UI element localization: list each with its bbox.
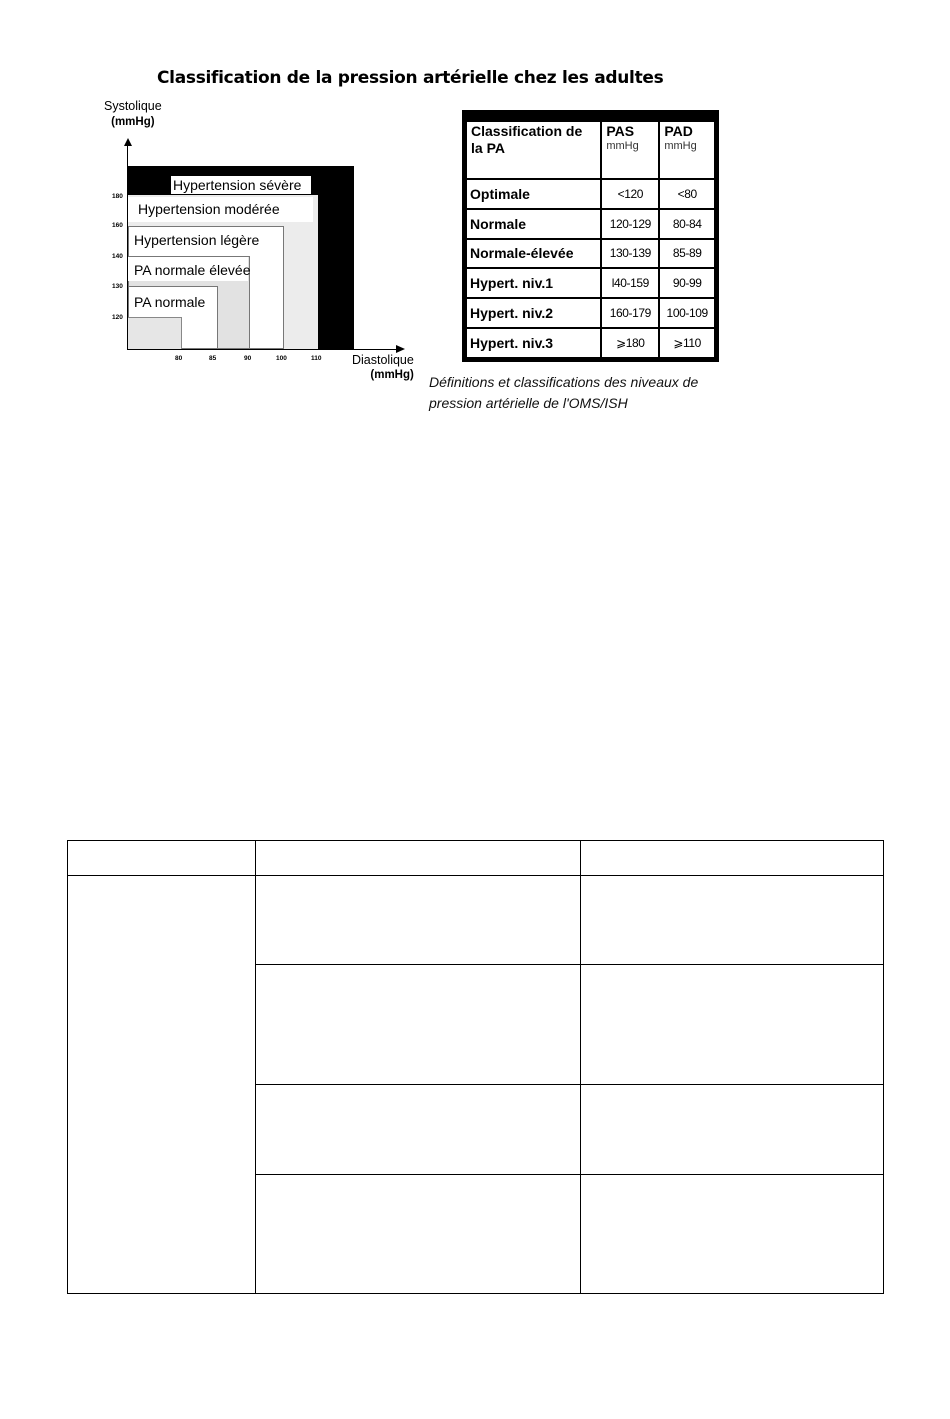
table-row bbox=[467, 210, 714, 238]
x-axis-arrow-icon bbox=[396, 345, 405, 353]
row-pad: 85-89 bbox=[660, 240, 714, 268]
x-axis-line bbox=[127, 349, 397, 350]
caption-line: Définitions et classifications des niveaux de bbox=[429, 374, 699, 390]
x-axis-unit: (mmHg) bbox=[370, 369, 414, 381]
x-tick-label: 100 bbox=[276, 355, 287, 362]
header-pas-unit: mmHg bbox=[606, 140, 639, 152]
grid-cell bbox=[256, 841, 581, 876]
x-axis-title: Diastolique bbox=[352, 353, 414, 367]
row-label: Normale bbox=[467, 210, 600, 238]
row-pad: ⩾110 bbox=[660, 329, 714, 357]
table-row bbox=[467, 329, 714, 357]
row-pad: <80 bbox=[660, 180, 714, 208]
caption-line: pression artérielle de l'OMS/ISH bbox=[429, 395, 628, 411]
y-tick-label: 120 bbox=[112, 314, 123, 321]
row-pad: 90-99 bbox=[660, 269, 714, 297]
row-pas: ⩾180 bbox=[602, 329, 658, 357]
row-pas: l40-159 bbox=[602, 269, 658, 297]
grid-cell bbox=[68, 841, 256, 876]
grid-cell bbox=[68, 876, 256, 1294]
who-classification-table bbox=[462, 110, 719, 362]
page-title: Classification de la pression artérielle chez les adultes bbox=[157, 68, 664, 88]
header-classification: Classification de la PA bbox=[467, 122, 600, 178]
table-row bbox=[467, 180, 714, 208]
grid-cell bbox=[581, 965, 884, 1085]
grid-cell bbox=[581, 1175, 884, 1294]
zone-label-normal: PA normale bbox=[134, 294, 206, 310]
y-axis-title: Systolique bbox=[104, 99, 162, 113]
grid-cell bbox=[581, 841, 884, 876]
empty-grid-table bbox=[67, 840, 884, 1294]
row-pas: <120 bbox=[602, 180, 658, 208]
table-header-row bbox=[467, 122, 714, 178]
row-pas: 160-179 bbox=[602, 299, 658, 327]
header-pas-label: PAS bbox=[606, 123, 635, 139]
x-tick-label: 110 bbox=[311, 355, 322, 362]
x-tick-label: 80 bbox=[175, 355, 183, 362]
y-tick-label: 180 bbox=[112, 193, 123, 200]
row-pad: 100-109 bbox=[660, 299, 714, 327]
row-label: Hypert. niv.3 bbox=[467, 329, 600, 357]
table-row bbox=[467, 269, 714, 297]
row-label: Hypert. niv.2 bbox=[467, 299, 600, 327]
zone-normal-inner bbox=[128, 317, 182, 349]
zone-label-high-normal: PA normale élevée bbox=[134, 262, 251, 278]
table-row bbox=[68, 841, 884, 876]
table-row bbox=[68, 876, 884, 965]
row-pas: 130-139 bbox=[602, 240, 658, 268]
grid-cell bbox=[256, 876, 581, 965]
bp-classification-chart bbox=[96, 96, 436, 396]
zone-label-moderate: Hypertension modérée bbox=[138, 201, 280, 217]
table-caption bbox=[429, 372, 698, 414]
header-pas bbox=[602, 122, 658, 178]
x-tick-label: 85 bbox=[209, 355, 217, 362]
grid-cell bbox=[581, 1085, 884, 1175]
y-axis-line bbox=[127, 143, 128, 349]
row-pas: 120-129 bbox=[602, 210, 658, 238]
header-pad-unit: mmHg bbox=[664, 140, 697, 152]
y-axis-label bbox=[104, 98, 162, 130]
row-label: Normale-élevée bbox=[467, 240, 600, 268]
header-pad bbox=[660, 122, 714, 178]
table-row bbox=[467, 240, 714, 268]
zone-label-severe: Hypertension sévère bbox=[171, 176, 311, 194]
table-row bbox=[467, 299, 714, 327]
y-tick-label: 160 bbox=[112, 222, 123, 229]
x-axis-label bbox=[352, 353, 414, 383]
row-label: Optimale bbox=[467, 180, 600, 208]
y-axis-unit: (mmHg) bbox=[111, 116, 155, 128]
grid-cell bbox=[256, 1175, 581, 1294]
header-pad-label: PAD bbox=[664, 123, 693, 139]
x-tick-label: 90 bbox=[244, 355, 252, 362]
y-tick-label: 130 bbox=[112, 283, 123, 290]
grid-cell bbox=[256, 1085, 581, 1175]
y-axis-arrow-icon bbox=[124, 138, 132, 146]
row-label: Hypert. niv.1 bbox=[467, 269, 600, 297]
grid-cell bbox=[581, 876, 884, 965]
zone-label-light: Hypertension légère bbox=[134, 232, 260, 248]
y-tick-label: 140 bbox=[112, 253, 123, 260]
row-pad: 80-84 bbox=[660, 210, 714, 238]
grid-cell bbox=[256, 965, 581, 1085]
